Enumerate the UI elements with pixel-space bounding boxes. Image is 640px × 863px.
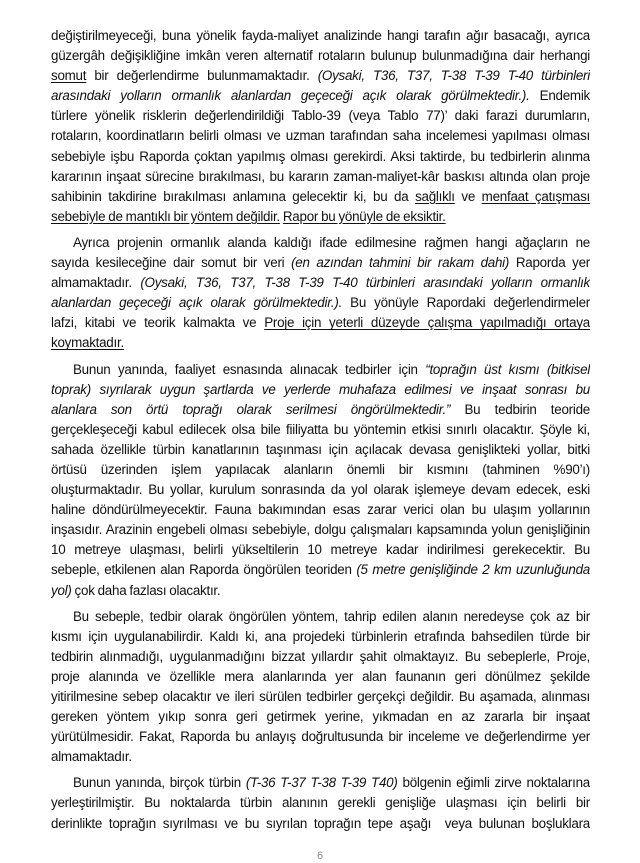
- text-line-content: [51, 520, 590, 540]
- underlined-text: Proje için yeterli düzeyde çalışma yapılmadığı ortaya: [264, 315, 590, 331]
- text-line: [51, 460, 590, 480]
- text-line: [51, 400, 590, 420]
- text-segment: bir değerlendirme bulunmamaktadır.: [86, 68, 318, 84]
- text-line-content: [51, 747, 132, 767]
- italic-text: alanlara son örtü toprağı olarak serilmesi öngörülmektedir.”: [51, 401, 451, 417]
- text-segment: tedbirin alınmadığı, uygulanmadığını bizzat yıllardır şahit olmaktayız. Bu sebeplerle, Proje,: [51, 648, 590, 664]
- text-segment: gereken yöntem yıkıp sonra geri getirmek yerine, yıkmadan en az zararla bir inşaat: [51, 709, 590, 725]
- text-line: [51, 333, 590, 353]
- text-line: [51, 647, 590, 667]
- text-segment: sayıda kesileceğine dair somut bir veri: [51, 255, 292, 271]
- text-line: [51, 500, 590, 520]
- text-segment: kararının inşaat sürecine bırakılması, bu kararın zaman-maliyet-kâr baskısı altında olan proje: [51, 168, 590, 184]
- text-line: [51, 187, 590, 207]
- text-segment: Bu yönüyle Rapordaki değerlendirmeler: [342, 295, 590, 311]
- italic-text: (T-36 T-37 T-38 T-39 T40): [245, 775, 398, 791]
- text-line: [51, 540, 590, 560]
- text-segment: proje alanında ve özellikle mera alanlarında yer alan faunanın geri dönülmez şekilde: [51, 668, 590, 684]
- text-line: [51, 273, 590, 293]
- text-segment: Bunun yanında, faaliyet esnasında alınacak tedbirler için: [73, 361, 426, 377]
- text-line: [51, 773, 590, 793]
- text-line: [51, 313, 590, 333]
- text-line: [51, 687, 590, 707]
- text-line: [51, 86, 590, 106]
- text-line-content: [51, 814, 590, 834]
- italic-text: arasındaki yolların ormanlık alanlardan geçeceği açık olarak görülmektedir.).: [51, 88, 530, 104]
- text-line: [51, 360, 590, 380]
- paragraph: [51, 26, 590, 227]
- italic-text: yol): [51, 582, 72, 598]
- text-segment: örtüsü üzerinden işlem yapılacak alanların önemli bir kısmını (tahminen %90’ı): [51, 461, 590, 477]
- italic-text: “toprağın üst kısmı (bitkisel: [425, 361, 590, 377]
- text-line: [51, 66, 590, 86]
- text-line: [51, 480, 590, 500]
- text-line-content: [51, 147, 590, 167]
- italic-text: (Oysaki, T36, T37, T-38 T-39 T-40 türbinleri arasındaki yolların ormanlık: [140, 275, 590, 291]
- text-line-content: [51, 460, 590, 480]
- text-line: [51, 607, 590, 627]
- text-segment: türlere yönelik risklerin değerlendirildiği Tablo-39 (veya Tablo 77)’ daki farazi durumların,: [51, 108, 590, 124]
- text-line: [51, 420, 590, 440]
- text-line-content: [51, 540, 590, 560]
- text-line-content: [51, 380, 590, 400]
- text-segment: yerleştirilmiştir. Bu noktalarda türbin alanının gerekli genişliğe ulaşması için belirli bir: [51, 795, 590, 811]
- text-segment: almamaktadır.: [51, 749, 132, 765]
- text-line-content: [51, 187, 590, 207]
- text-segment: Endemik: [529, 88, 590, 104]
- text-line-content: [51, 667, 590, 687]
- text-segment: 10 metreye ulaşması, belirli yükseltilerin 10 metreye kadar indirilmesi gerekecektir. Bu: [51, 542, 590, 558]
- text-line-content: [73, 233, 590, 253]
- text-line-content: [73, 773, 590, 793]
- text-segment: yitirilmesine sebep olacaktır ve ileri sürülen tedbirler gerçekçi değildir. Bu aşamada, alınması: [51, 689, 590, 704]
- text-line: [51, 207, 590, 227]
- text-line: [51, 26, 590, 46]
- text-line-content: [51, 793, 590, 813]
- text-line: [51, 581, 590, 601]
- italic-text: alanlardan geçeceği açık olarak görülmektedir.).: [51, 295, 343, 311]
- text-segment: sahibinin takdirine bırakılması anlamına gelecektir ki, bu da: [51, 188, 416, 204]
- text-line-content: [51, 253, 590, 273]
- text-segment: sahada özellikle türbin kanatlarının taşınması için açılacak devasa genişlikteki yollar, bitki: [51, 441, 590, 457]
- text-line: [51, 560, 590, 580]
- text-segment: derinlikte toprağın sıyrılması ve bu sıyrılan toprağın tepe aşağı veya bulunan boşluklara: [51, 815, 590, 831]
- text-line-content: [51, 86, 590, 106]
- paragraph: [51, 233, 590, 354]
- text-segment: bölgenin eğimli zirve noktalarına: [397, 775, 590, 791]
- italic-text: (Oysaki, T36, T37, T-38 T-39 T-40 türbinleri: [317, 68, 590, 84]
- text-line-content: [51, 560, 590, 580]
- text-line-content: [51, 581, 220, 601]
- text-line-content: [51, 313, 590, 333]
- text-line-content: [51, 333, 124, 353]
- text-line: [51, 106, 590, 126]
- text-segment: gerçekleşeceği kabul edilecek olsa bile fiiliyatta bu yöntemin etkisi sınırlı olacaktır. Şöyle ki,: [51, 421, 590, 437]
- underlined-text: somut: [51, 68, 87, 84]
- text-line: [51, 253, 590, 273]
- text-segment: Raporda yer: [509, 255, 590, 271]
- text-line-content: [51, 420, 590, 440]
- paragraph: [51, 607, 590, 768]
- text-line-content: [51, 500, 590, 520]
- underlined-text: sebebiyle de mantıklı bir yöntem değildir.: [51, 208, 280, 224]
- paragraph: [51, 773, 590, 833]
- text-segment: Bunun yanında, birçok türbin: [73, 775, 246, 791]
- text-line-content: [51, 687, 590, 707]
- text-line-content: [51, 293, 590, 313]
- text-line-content: [51, 647, 590, 667]
- underlined-text: sağlıklı: [415, 188, 455, 204]
- text-line: [51, 147, 590, 167]
- text-segment: sebebiyle işbu Raporda çoktan yapılmış olması gerekirdi. Aksi taktirde, bu tedbirlerin alınma: [51, 148, 590, 164]
- text-line: [51, 667, 590, 687]
- paragraph: [51, 360, 590, 601]
- underlined-text: koymaktadır.: [51, 335, 124, 351]
- text-line: [51, 233, 590, 253]
- text-line: [51, 727, 590, 747]
- text-segment: çok daha fazlası olacaktır.: [71, 582, 221, 598]
- italic-text: (5 metre genişliğinde 2 km uzunluğunda: [356, 562, 590, 578]
- text-line: [51, 380, 590, 400]
- text-segment: haline döndürülmeyecektir. Fauna bakımından esas zarar verici olan bu ulaşım yollarının: [51, 502, 590, 518]
- text-segment: oluşturmaktadır. Bu yollar, kurulum sonrasında da yol olarak işlemeye devam edecek, eski: [51, 482, 590, 498]
- text-line-content: [51, 727, 590, 747]
- text-segment: inşasıdır. Arazinin engebeli olması sebebiyle, dolgu çalışmaları kapsamında yolun genişliğinin: [51, 522, 590, 538]
- underlined-text: menfaat çatışması: [481, 188, 590, 204]
- text-line: [51, 814, 590, 834]
- text-segment: Bu sebeple, tedbir olarak öngörülen yöntem, tahrip edilen alanın neredeyse çok az bir: [73, 608, 590, 624]
- italic-text: (en azından tahmini bir rakam dahi): [291, 255, 510, 271]
- text-line: [51, 707, 590, 727]
- text-line: [51, 46, 590, 66]
- text-line: [51, 167, 590, 187]
- text-line: [51, 293, 590, 313]
- text-line: [51, 520, 590, 540]
- text-line: [51, 627, 590, 647]
- text-segment: güzergâh değişikliğine imkân veren alternatif rotaların bulunup bulunmadığına dair herhangi: [51, 48, 590, 64]
- text-line-content: [51, 207, 446, 227]
- text-segment: kısmı için uygulanabilirdir. Kaldı ki, ana projedeki türbinlerin etrafında bahsedilen türde bir: [51, 628, 590, 644]
- page-number: 6: [316, 850, 324, 862]
- text-segment: rotaların, koordinatların belirli olması ve uzman tarafından saha incelemesi yapılması olması: [51, 128, 590, 144]
- text-line: [51, 126, 590, 146]
- text-segment: Ayrıca projenin ormanlık alanda kaldığı ifade edilmesine rağmen hangi ağaçların ne: [73, 234, 590, 250]
- text-segment: değiştirilmeyeceği, buna yönelik fayda-maliyet analizinde hangi tarafın ağır basacağı, ayrıca: [51, 28, 590, 43]
- document-body: [51, 26, 590, 840]
- text-line-content: [51, 26, 590, 46]
- text-segment: sebeple, etkilenen alan Raporda öngörülen teoriden: [51, 562, 357, 578]
- text-line-content: [73, 607, 590, 627]
- text-line: [51, 793, 590, 813]
- text-line: [51, 747, 590, 767]
- text-line-content: [51, 106, 590, 126]
- text-line-content: [51, 400, 590, 420]
- text-line-content: [51, 167, 590, 187]
- text-segment: lafzi, kitabi ve teorik kalmakta ve: [51, 315, 265, 331]
- text-line: [51, 440, 590, 460]
- text-line-content: [51, 66, 590, 86]
- text-segment: almamaktadır.: [51, 275, 141, 291]
- text-line-content: [51, 126, 590, 146]
- text-line-content: [51, 480, 590, 500]
- text-segment: ve: [454, 188, 482, 204]
- text-segment: Bu tedbirin teoride: [450, 401, 590, 417]
- text-line-content: [51, 440, 590, 460]
- italic-text: toprak) sıyrılarak uygun şartlarda ve yerlerde muhafaza edilmesi ve inşaat sonrası bu: [51, 381, 590, 397]
- text-segment: yürütülmesidir. Fakat, Raporda bu anlayış doğrultusunda bir inceleme ve değerlendirme yer: [51, 729, 590, 745]
- text-line-content: [51, 707, 590, 727]
- text-line-content: [51, 273, 590, 293]
- text-line-content: [51, 627, 590, 647]
- text-line-content: [51, 46, 590, 66]
- text-line-content: [73, 360, 590, 380]
- underlined-text: Rapor bu yönüyle de eksiktir.: [282, 208, 446, 224]
